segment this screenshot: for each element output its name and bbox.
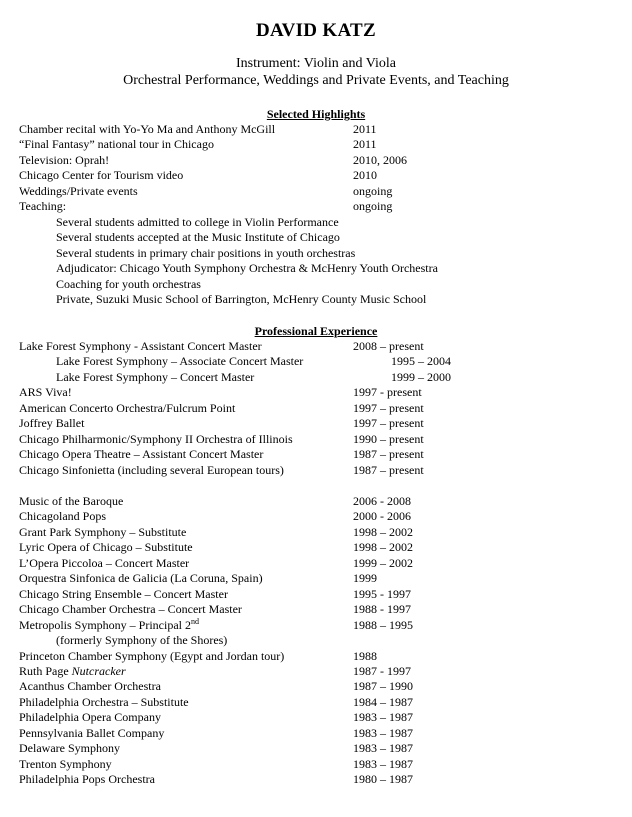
- entry-superscript: nd: [191, 616, 199, 626]
- entry-date: 1997 – present: [353, 416, 424, 431]
- entry-date: 1987 – 1990: [353, 679, 413, 694]
- entry-label: Several students accepted at the Music Institute of Chicago: [56, 230, 340, 245]
- entry-date: 1999: [353, 571, 377, 586]
- instrument-line: Instrument: Violin and Viola: [236, 56, 396, 71]
- entry-label: Chamber recital with Yo-Yo Ma and Anthony McGill: [19, 122, 276, 136]
- entry-label: Chicagoland Pops: [19, 509, 106, 524]
- entry-label: Chicago String Ensemble – Concert Master: [19, 586, 228, 601]
- entry-label: Several students admitted to college in Violin Performance: [56, 214, 339, 229]
- highlights-heading: Selected Highlights: [266, 107, 366, 121]
- entry-label: Several students in primary chair positions in youth orchestras: [56, 245, 356, 260]
- entry-label: Chicago Center for Tourism video: [19, 168, 184, 183]
- entry-label: Lake Forest Symphony – Associate Concert Master: [56, 354, 304, 369]
- entry-date: 2006 - 2008: [353, 494, 411, 508]
- entry-date: 1987 – present: [353, 462, 424, 477]
- entry-label: Delaware Symphony: [19, 741, 120, 756]
- entry-date: 2008 – present: [353, 339, 424, 353]
- entry-label: Philadelphia Orchestra – Substitute: [19, 694, 189, 709]
- entry-date: 2010: [353, 168, 377, 183]
- entry-label: Television: Oprah!: [19, 152, 110, 167]
- experience-heading: Professional Experience: [254, 324, 378, 338]
- entry-label: Chicago Philharmonic/Symphony II Orchestra of Illinois: [19, 431, 293, 446]
- entry-date: 1999 – 2002: [353, 555, 413, 570]
- entry-date: 1983 – 1987: [353, 756, 413, 771]
- entry-label: Lake Forest Symphony - Assistant Concert Master: [19, 339, 262, 353]
- entry-date: 2011: [353, 137, 377, 152]
- entry-label: Chicago Sinfonietta (including several European tours): [19, 462, 284, 477]
- entry-date: 1999 – 2000: [391, 369, 451, 384]
- entry-date: ongoing: [353, 199, 393, 214]
- entry-date: 1988: [353, 648, 377, 663]
- entry-label: Chicago Chamber Orchestra – Concert Master: [19, 602, 242, 617]
- tagline: Orchestral Performance, Weddings and Private Events, and Teaching: [123, 73, 509, 88]
- entry-label: ARS Viva!: [19, 385, 72, 400]
- entry-label: Philadelphia Opera Company: [19, 710, 161, 725]
- entry-label: American Concerto Orchestra/Fulcrum Point: [19, 400, 236, 415]
- entry-date: 1998 – 2002: [353, 540, 413, 555]
- entry-label: “Final Fantasy” national tour in Chicago: [19, 137, 214, 152]
- entry-label: Trenton Symphony: [19, 756, 112, 771]
- entry-date: 1987 – present: [353, 447, 424, 462]
- entry-date: 1987 - 1997: [353, 663, 411, 678]
- resume-name: DAVID KATZ: [255, 20, 376, 41]
- entry-label: Acanthus Chamber Orchestra: [19, 679, 161, 694]
- entry-label: Coaching for youth orchestras: [56, 276, 201, 291]
- entry-date: 1983 – 1987: [353, 710, 413, 725]
- entry-label: Orquestra Sinfonica de Galicia (La Coruna, Spain): [19, 571, 263, 586]
- entry-date: 1988 - 1997: [353, 602, 411, 617]
- entry-date: 2000 - 2006: [353, 509, 411, 524]
- entry-date: 1988 – 1995: [353, 617, 413, 632]
- entry-label: Lyric Opera of Chicago – Substitute: [19, 540, 193, 555]
- entry-label: (formerly Symphony of the Shores): [56, 633, 228, 648]
- entry-label: Princeton Chamber Symphony (Egypt and Jordan tour): [19, 648, 285, 663]
- entry-date: 1990 – present: [353, 431, 424, 446]
- entry-date: 1983 – 1987: [353, 725, 413, 740]
- entry-date: 1980 – 1987: [353, 772, 413, 787]
- entry-date: 1995 - 1997: [353, 586, 411, 601]
- entry-date: 1998 – 2002: [353, 524, 413, 539]
- entry-label: Music of the Baroque: [19, 494, 124, 508]
- entry-date: 1997 – present: [353, 400, 424, 415]
- entry-date: 1997 - present: [353, 385, 422, 400]
- entry-label: Philadelphia Pops Orchestra: [19, 772, 155, 787]
- entry-date: 1983 – 1987: [353, 741, 413, 756]
- entry-label: Joffrey Ballet: [19, 416, 85, 431]
- entry-label: Pennsylvania Ballet Company: [19, 725, 165, 740]
- entry-date: 2010, 2006: [353, 152, 407, 167]
- entry-label: Chicago Opera Theatre – Assistant Concert Master: [19, 447, 264, 462]
- entry-label: Grant Park Symphony – Substitute: [19, 524, 187, 539]
- entry-date: 2011: [353, 122, 377, 136]
- entry-date: 1995 – 2004: [391, 354, 451, 369]
- entry-label: Private, Suzuki Music School of Barrington, McHenry County Music School: [56, 291, 427, 306]
- entry-label: Weddings/Private events: [19, 183, 138, 198]
- entry-label: Ruth Page Nutcracker: [19, 663, 126, 678]
- entry-italic: Nutcracker: [71, 663, 126, 678]
- entry-label: Teaching:: [19, 199, 67, 214]
- entry-label: Lake Forest Symphony – Concert Master: [56, 369, 255, 384]
- entry-label: L’Opera Piccoloa – Concert Master: [19, 555, 190, 570]
- entry-label: Adjudicator: Chicago Youth Symphony Orchestra & McHenry Youth Orchestra: [56, 261, 438, 276]
- entry-date: 1984 – 1987: [353, 694, 413, 709]
- entry-label: Metropolis Symphony – Principal 2nd: [19, 616, 199, 632]
- entry-date: ongoing: [353, 183, 393, 198]
